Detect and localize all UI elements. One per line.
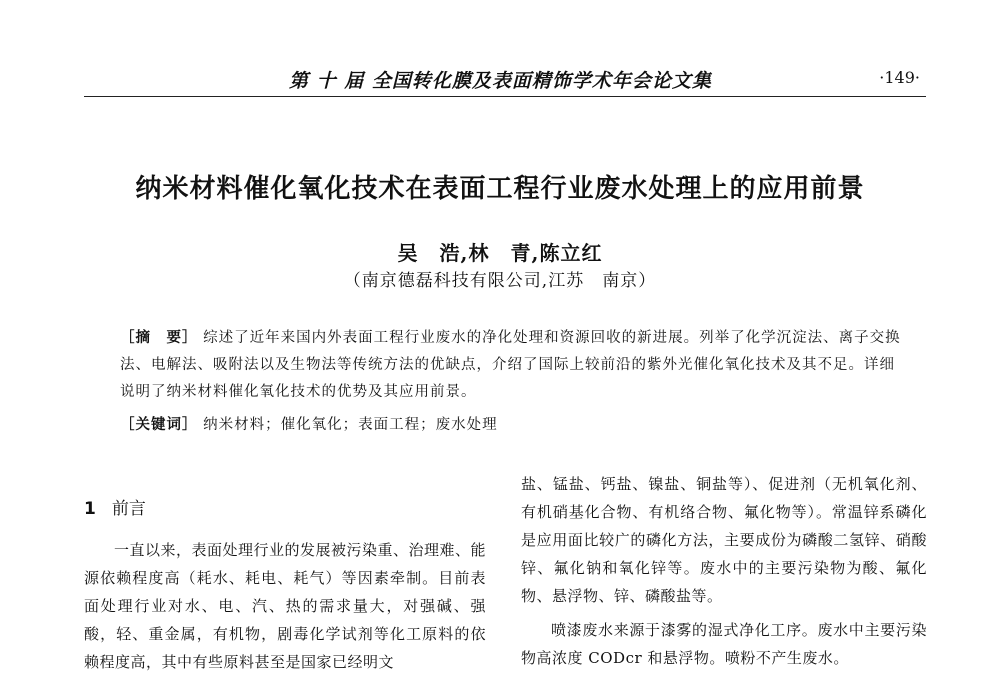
body-paragraph: 一直以来，表面处理行业的发展被污染重、治理难、能源依赖程度高（耗水、耗电、耗气）等因素牵制。目前表面处理行业对水、电、汽、热的需求量大，对强碱、强酸，轻、重金属，有机物，剧毒化学试剂等化工原料的依赖程度高，其中有些原料甚至是国家已经明文 <box>84 541 487 671</box>
section-number: 1 <box>84 499 96 519</box>
section-title: 前言 <box>111 499 146 519</box>
paper-affiliation: （南京德磊科技有限公司,江苏 南京） <box>343 271 657 291</box>
keywords-label: ［关键词］ <box>120 416 198 433</box>
keywords-text: 纳米材料；催化氧化；表面工程；废水处理 <box>203 417 498 433</box>
left-column <box>84 536 486 676</box>
paper-authors: 吴 浩,林 青,陈立红 <box>397 241 603 265</box>
abstract-text: 综述了近年来国内外表面工程行业废水的净化处理和资源回收的新进展。列举了化学沉淀法、离子交换法、电解法、吸附法以及生物法等传统方法的优缺点，介绍了国际上较前沿的紫外光催化氧化技术及其不足。详细说明了纳米材料催化氧化技术的优势及其应用前景。 <box>120 330 901 400</box>
paper-title: 纳米材料催化氧化技术在表面工程行业废水处理上的应用前景 <box>135 174 865 204</box>
abstract <box>120 324 910 406</box>
running-header <box>84 64 926 97</box>
right-column <box>521 470 927 672</box>
page-number: ·149· <box>879 68 920 87</box>
body-paragraph: 喷漆废水来源于漆雾的湿式净化工序。废水中主要污染物高浓度 CODcr 和悬浮物。喷粉不产生废水。 <box>521 621 927 667</box>
running-title: 第 十 届 全国转化膜及表面精饰学术年会论文集 <box>289 70 712 92</box>
body-paragraph: 盐、锰盐、钙盐、镍盐、铜盐等）、促进剂（无机氧化剂、有机硝基化合物、有机络合物、氟化物等）。常温锌系磷化是应用面比较广的磷化方法，主要成份为磷酸二氢锌、硝酸锌、氟化钠和氧化锌等。废水中的主要污染物为酸、氟化物、悬浮物、锌、磷酸盐等。 <box>521 475 927 605</box>
section-heading <box>84 494 146 519</box>
keywords <box>120 413 910 434</box>
abstract-label: ［摘 要］ <box>120 329 198 346</box>
